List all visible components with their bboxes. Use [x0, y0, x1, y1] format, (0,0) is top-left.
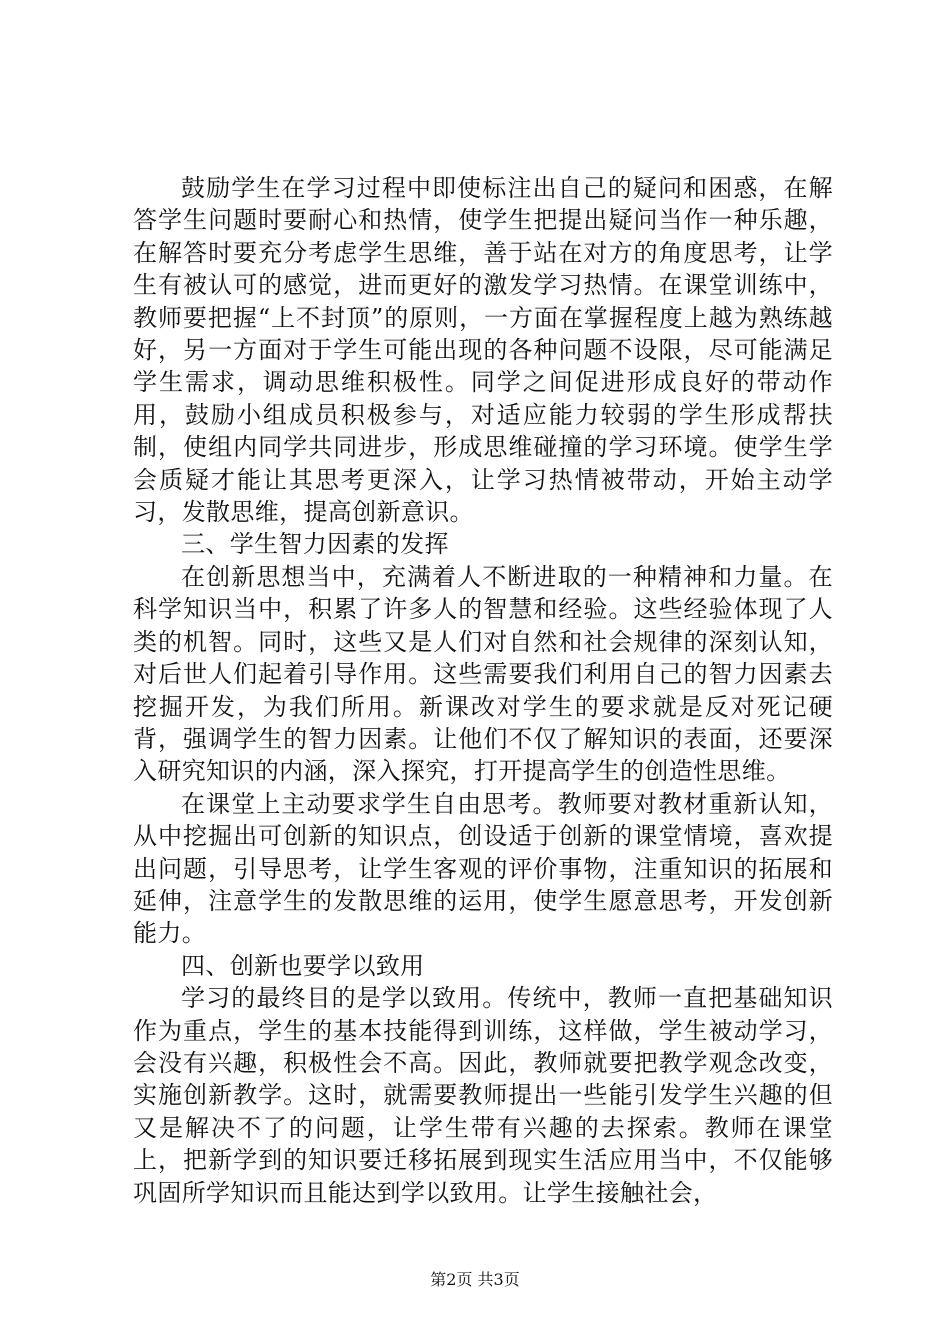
paragraph-apply-learning: 学习的最终目的是学以致用。传统中，教师一直把基础知识作为重点，学生的基本技能得到训练，这样做，学生被动学习，会没有兴趣，积极性会不高。因此，教师就要把教学观念改变，实施创新教学。这时，就需要教师提出一些能引发学生兴趣的但又是解决不了的问题，让学生带有兴趣的去探索。教师在课堂上，把新学到的知识要迁移拓展到现实生活应用当中，不仅能够巩固所学知识而且能达到学以致用。让学生接触社会，	[133, 984, 833, 1207]
paragraph-free-thinking: 在课堂上主动要求学生自由思考。教师要对教材重新认知，从中挖掘出可创新的知识点，创设适于创新的课堂情境，喜欢提出问题，引导思考，让学生客观的评价事物，注重知识的拓展和延伸，注意学生的发散思维的运用，使学生愿意思考，开发创新能力。	[133, 789, 833, 948]
paragraph-encourage-questions: 鼓励学生在学习过程中即使标注出自己的疑问和困惑，在解答学生问题时要耐心和热情，使学生把提出疑问当作一种乐趣，在解答时要充分考虑学生思维，善于站在对方的角度思考，让学生有被认可的感觉，进而更好的激发学习热情。在课堂训练中，教师要把握“上不封顶”的原则，一方面在掌握程度上越为熟练越好，另一方面对于学生可能出现的各种问题不设限，尽可能满足学生需求，调动思维积极性。同学之间促进形成良好的带动作用，鼓励小组成员积极参与，对适应能力较弱的学生形成帮扶制，使组内同学共同进步，形成思维碰撞的学习环境。使学生学会质疑才能让其思考更深入，让学习热情被带动，开始主动学习，发散思维，提高创新意识。	[133, 174, 833, 527]
page-number-footer: 第2页 共3页	[430, 1270, 520, 1289]
document-body	[133, 172, 833, 1209]
paragraph-innovation-thought: 在创新思想当中，充满着人不断进取的一种精神和力量。在科学知识当中，积累了许多人的智慧和经验。这些经验体现了人类的机智。同时，这些又是人们对自然和社会规律的深刻认知，对后世人们起着引导作用。这些需要我们利用自己的智力因素去挖掘开发，为我们所用。新课改对学生的要求就是反对死记硬背，强调学生的智力因素。让他们不仅了解知识的表面，还要深入研究知识的内涵，深入探究，打开提高学生的创造性思维。	[133, 562, 833, 786]
section-heading-4: 四、创新也要学以致用	[181, 951, 425, 980]
section-heading-3: 三、学生智力因素的发挥	[181, 530, 449, 559]
